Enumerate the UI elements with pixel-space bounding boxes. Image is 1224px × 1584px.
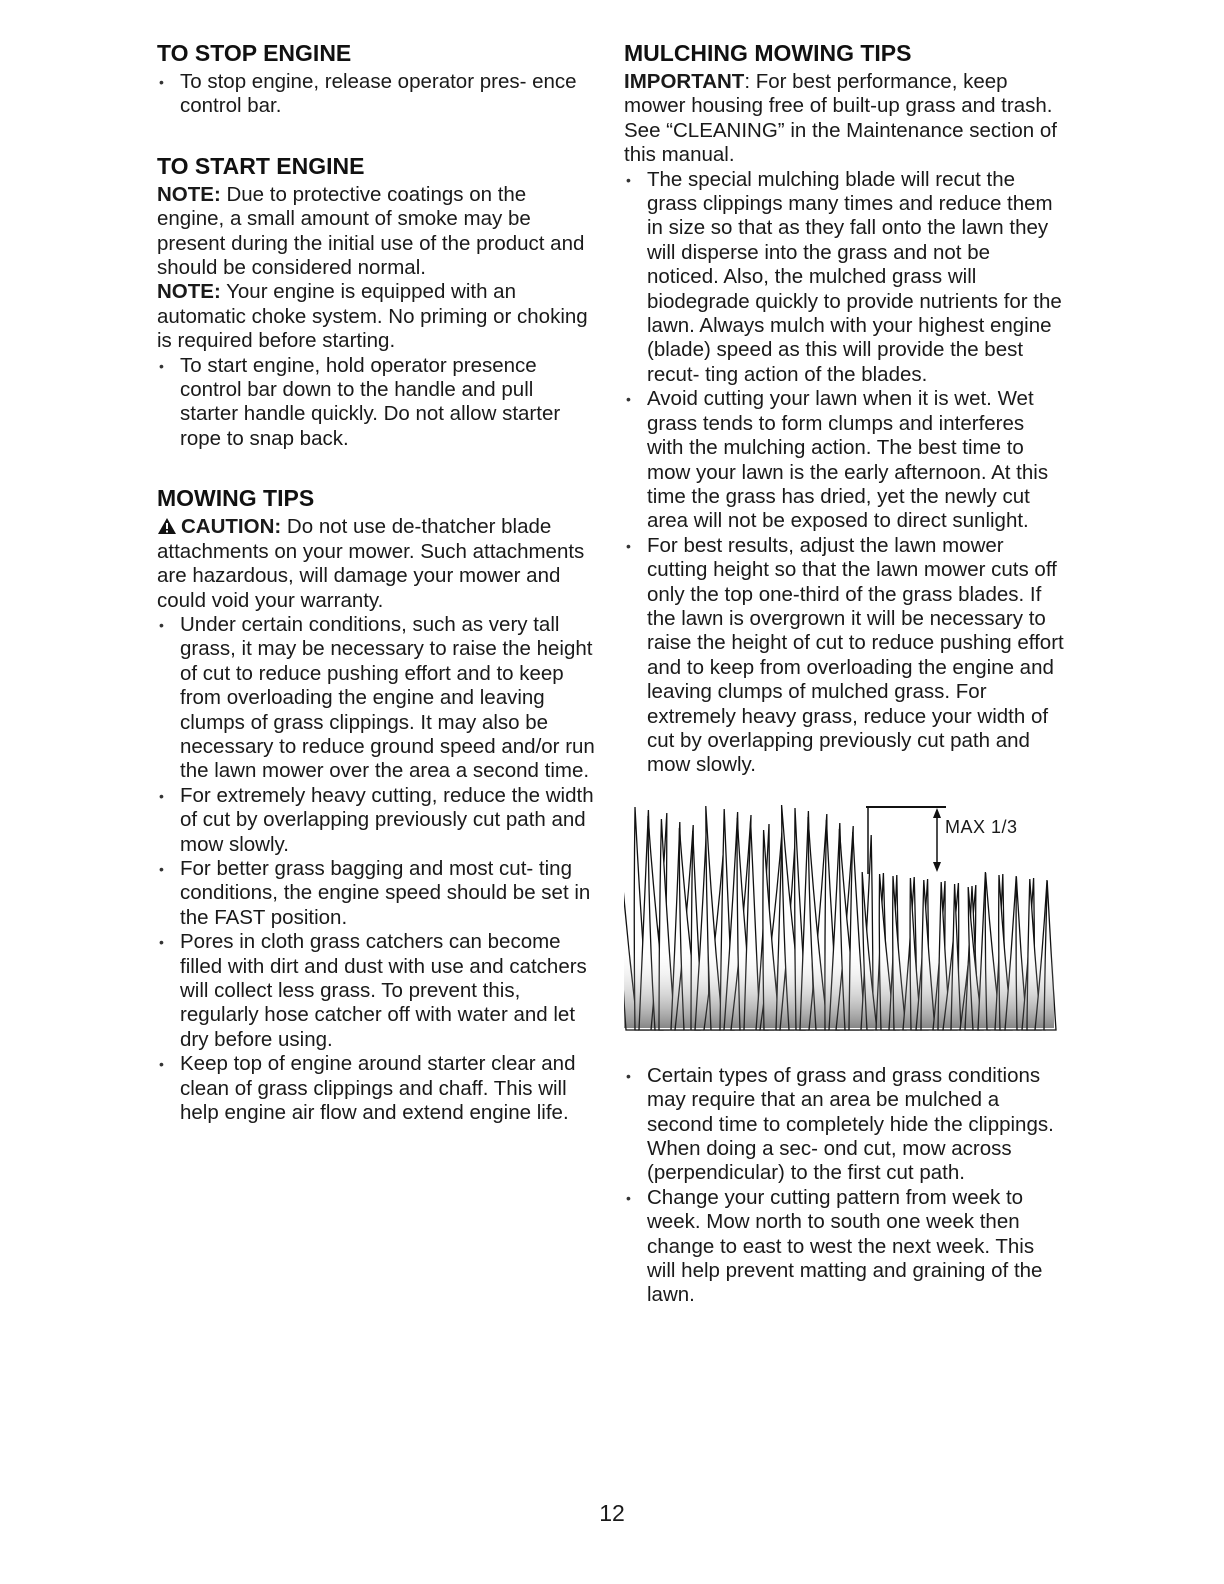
note-label: NOTE: [157,280,221,304]
mulching-list-continued [624,1064,1064,1308]
list-item: • For better grass bagging and most cut- ting conditions, the engine speed should be set in the FAST position. [157,857,597,930]
mowing-tips-list [157,613,597,1126]
list-item: • Keep top of engine around starter clear and clean of grass clippings and chaff. This will help engine air flow and extend engine life. [157,1052,597,1125]
stop-engine-heading: TO STOP ENGINE [157,40,352,66]
stop-engine-list [157,70,597,119]
caution-paragraph [157,515,597,613]
list-item: • To start engine, hold operator presence control bar down to the handle and pull starter handle quickly. Do not allow starter rope to snap back. [157,354,597,452]
start-engine-list [157,354,597,452]
list-item: • Avoid cutting your lawn when it is wet. Wet grass tends to form clumps and interferes with the mulching action. The best time to mow your lawn is the early afternoon. At this time the grass has dried, yet the newly cut area will not be exposed to direct sunlight. [624,387,1064,533]
list-item: • The special mulching blade will recut the grass clippings many times and reduce them in size so that as they fall onto the lawn they will disperse into the grass and not be noticed. Also, the mulched grass will biodegrade quickly to provide nutrients for the lawn. Always mulch with your highest engine (blade) speed as this will provide the best recut- ting action of the blades. [624,168,1064,388]
mulching-heading: MULCHING MOWING TIPS [624,40,912,66]
grass-height-illustration [624,798,1064,1036]
right-column [624,40,1064,1308]
max-cut-label: MAX 1/3 [945,816,1018,837]
start-engine-note-2 [157,280,597,353]
list-item: • Certain types of grass and grass conditions may require that an area be mulched a second time to completely hide the clippings. When doing a sec- ond cut, mow across (perpendicular) to the first cut path. [624,1064,1064,1186]
caution-text: Do not use de-thatcher blade attachments on your mower. Such attachments are hazardous, will damage your mower and could void your warranty. [157,515,585,612]
start-engine-heading: TO START ENGINE [157,152,365,179]
important-paragraph [624,70,1064,168]
left-column [157,40,597,1125]
list-item: • Change your cutting pattern from week to week. Mow north to south one week then change to east to west the next week. This will help prevent matting and graining of the lawn. [624,1186,1064,1308]
list-item: • Pores in cloth grass catchers can become filled with dirt and dust with use and catchers will collect less grass. To prevent this, regularly hose catcher off with water and let dry before using. [157,930,597,1052]
caution-label: CAUTION: [181,515,282,539]
max-arrow-down [933,862,941,872]
page-number: 12 [599,1500,625,1526]
note-text: Due to protective coatings on the engine, a small amount of smoke may be present during the initial use of the product and should be considered normal. [157,182,585,280]
start-engine-note-1 [157,183,597,281]
mowing-tips-heading: MOWING TIPS [157,485,315,512]
warning-triangle-icon [157,517,177,535]
list-item: • For extremely heavy cutting, reduce the width of cut by overlapping previously cut path and mow slowly. [157,784,597,857]
list-item: • To stop engine, release operator pres- ence control bar. [157,70,597,119]
mulching-list [624,168,1064,778]
max-arrow-up [933,808,941,818]
important-text: : For best performance, keep mower housing free of built-up grass and trash. See “CLEANING” in the Maintenance section of this manual. [624,70,1057,167]
important-label: IMPORTANT [624,70,745,93]
note-label: NOTE: [157,182,221,206]
list-item: • For best results, adjust the lawn mower cutting height so that the lawn mower cuts off only the top one-third of the grass blades. If the lawn is overgrown it will be necessary to raise the height of cut to reduce pushing effort and to keep from overloading the engine and leaving clumps of mulched grass. For extremely heavy grass, reduce your width of cut by overlapping previously cut path and mow slowly. [624,534,1064,778]
list-item: • Under certain conditions, such as very tall grass, it may be necessary to raise the height of cut to reduce pushing effort and to keep from overloading the engine and leaving clumps of grass clippings. It may also be necessary to reduce ground speed and/or run the lawn mower over the area a second time. [157,613,597,784]
note-text: Your engine is equipped with an automatic choke system. No priming or choking is required before starting. [157,280,588,353]
